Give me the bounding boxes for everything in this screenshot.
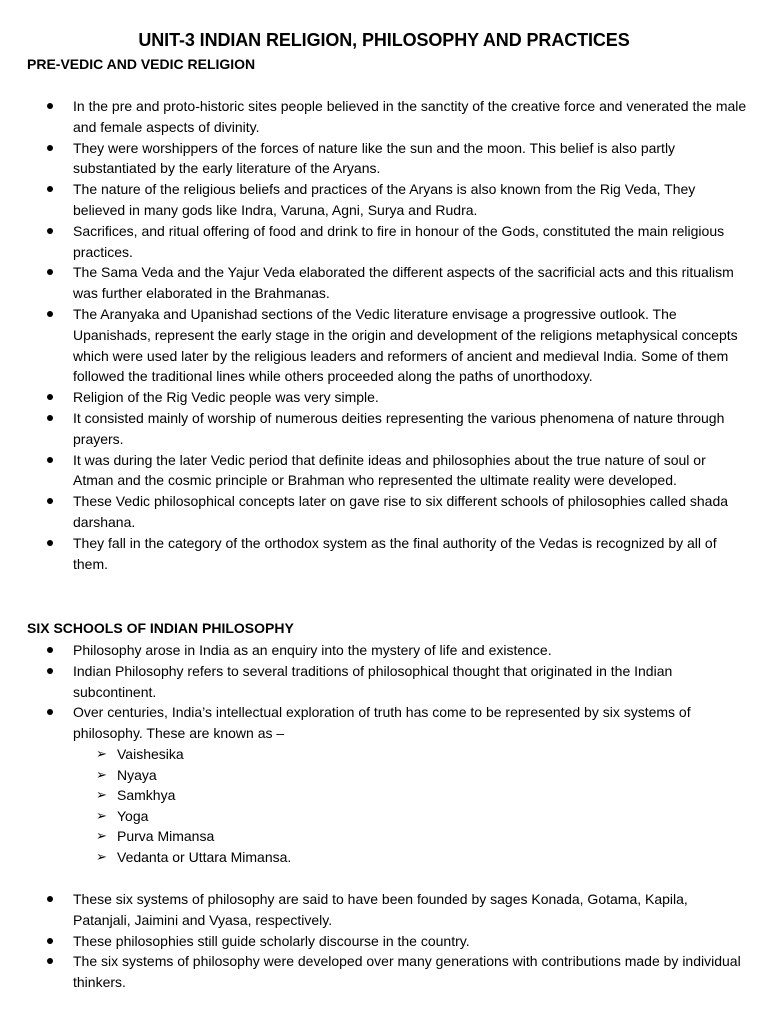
school-item: ➢ Samkhya xyxy=(0,785,768,806)
bullet-icon xyxy=(47,415,53,421)
list-item: Over centuries, India’s intellectual exploration of truth has come to be represented by six systems of philosophy. These are known as – xyxy=(0,702,768,744)
arrowhead-bullet-icon: ➢ xyxy=(96,828,107,844)
vedic-bullet-list xyxy=(0,96,768,574)
bullet-icon xyxy=(47,394,53,400)
page-title: UNIT-3 INDIAN RELIGION, PHILOSOPHY AND PRACTICES xyxy=(138,30,630,50)
arrowhead-bullet-icon: ➢ xyxy=(96,766,107,782)
bullet-icon xyxy=(47,457,53,463)
list-item: In the pre and proto-historic sites people believed in the sanctity of the creative force and venerated the male and female aspects of divinity. xyxy=(0,96,768,138)
school-item: ➢ Vedanta or Uttara Mimansa. xyxy=(0,847,768,868)
list-item: They fall in the category of the orthodox system as the final authority of the Vedas is recognized by all of them. xyxy=(0,533,768,575)
list-item: They were worshippers of the forces of nature like the sun and the moon. This belief is also partly substantiated by the early literature of the Aryans. xyxy=(0,138,768,180)
bullet-icon xyxy=(47,938,53,944)
list-item: It consisted mainly of worship of numerous deities representing the various phenomena of nature through prayers. xyxy=(0,408,768,450)
arrowhead-bullet-icon: ➢ xyxy=(96,848,107,864)
school-item: ➢ Purva Mimansa xyxy=(0,826,768,847)
bullet-icon xyxy=(47,228,53,234)
bullet-icon xyxy=(47,103,53,109)
list-item: These philosophies still guide scholarly discourse in the country. xyxy=(0,931,768,952)
school-item: ➢ Nyaya xyxy=(0,765,768,786)
school-item: ➢ Yoga xyxy=(0,806,768,827)
list-item: Religion of the Rig Vedic people was very simple. xyxy=(0,387,768,408)
six-schools-bullet-list-continued xyxy=(0,889,768,993)
bullet-icon xyxy=(47,145,53,151)
bullet-icon xyxy=(47,269,53,275)
bullet-icon xyxy=(47,311,53,317)
six-schools-bullet-list xyxy=(0,640,768,744)
bullet-icon xyxy=(47,647,53,653)
section-heading-six-schools: SIX SCHOOLS OF INDIAN PHILOSOPHY xyxy=(27,620,294,636)
bullet-icon xyxy=(47,498,53,504)
list-item: These Vedic philosophical concepts later on gave rise to six different schools of philosophies called shada darshana. xyxy=(0,491,768,533)
bullet-icon xyxy=(47,668,53,674)
list-item: Sacrifices, and ritual offering of food and drink to fire in honour of the Gods, constituted the main religious practices. xyxy=(0,221,768,263)
bullet-icon xyxy=(47,186,53,192)
arrowhead-bullet-icon: ➢ xyxy=(96,787,107,803)
section-heading-vedic: PRE-VEDIC AND VEDIC RELIGION xyxy=(27,56,256,72)
schools-sublist xyxy=(0,744,768,868)
list-item: The Aranyaka and Upanishad sections of the Vedic literature envisage a progressive outlook. The Upanishads, represent the early stage in the origin and development of the religions metaphysical concepts which were used later by the religious leaders and reformers of ancient and medieval India. Some of them followed the traditional lines while others proceeded along the paths of unorthodoxy. xyxy=(0,304,768,387)
list-item: The nature of the religious beliefs and practices of the Aryans is also known from the Rig Veda, They believed in many gods like Indra, Varuna, Agni, Surya and Rudra. xyxy=(0,179,768,221)
list-item: The Sama Veda and the Yajur Veda elaborated the different aspects of the sacrificial acts and this ritualism was further elaborated in the Brahmanas. xyxy=(0,262,768,304)
bullet-icon xyxy=(47,896,53,902)
list-item: These six systems of philosophy are said to have been founded by sages Konada, Gotama, Kapila, Patanjali, Jaimini and Vyasa, respectively. xyxy=(0,889,768,931)
bullet-icon xyxy=(47,958,53,964)
list-item: Indian Philosophy refers to several traditions of philosophical thought that originated in the Indian subcontinent. xyxy=(0,661,768,703)
bullet-icon xyxy=(47,709,53,715)
bullet-icon xyxy=(47,540,53,546)
arrowhead-bullet-icon: ➢ xyxy=(96,807,107,823)
school-item: ➢ Vaishesika xyxy=(0,744,768,765)
list-item: The six systems of philosophy were developed over many generations with contributions made by individual thinkers. xyxy=(0,951,768,993)
list-item: It was during the later Vedic period that definite ideas and philosophies about the true nature of soul or Atman and the cosmic principle or Brahman who represented the ultimate reality were developed. xyxy=(0,450,768,492)
arrowhead-bullet-icon: ➢ xyxy=(96,746,107,761)
list-item: Philosophy arose in India as an enquiry into the mystery of life and existence. xyxy=(0,640,768,661)
